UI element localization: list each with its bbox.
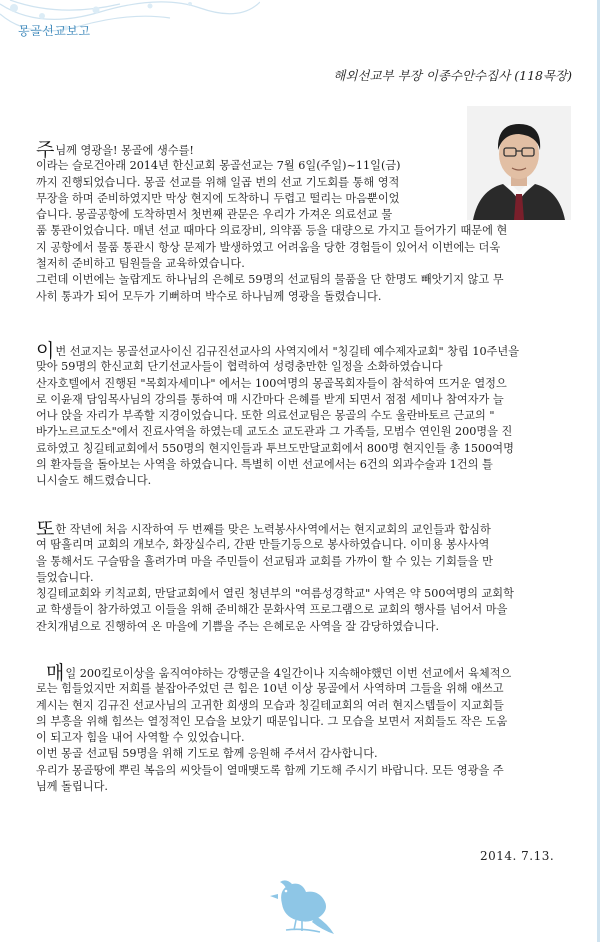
paragraph-line: 들었습니다.: [36, 570, 94, 584]
section-label: 몽골선교보고: [18, 24, 91, 38]
paragraph-line: 이라는 슬로건아래 2014년 한신교회 몽골선교는 7월 6일(주일)~11일(금): [36, 159, 401, 173]
bluebird-illustration: [268, 874, 338, 936]
paragraph-line: 계시는 현지 김규진 선교사님의 고귀한 희생의 모습과 칭길테교회의 여러 현지스텝들이 지교회들: [36, 698, 504, 712]
paragraph-line: 의 부흥을 위해 힘쓰는 열정적인 모습을 보았기 때문입니다. 그 모습을 보면서 저희들도 작은 도움: [36, 714, 508, 728]
drop-cap: 주: [36, 139, 55, 161]
paragraph-line: 의 환자들을 돌아보는 사역을 하였습니다. 특별히 이번 선교에서는 6건의 외과수술과 1건의 틀: [36, 458, 493, 472]
paragraph-line: 어나 앉을 자리가 부족할 지경이었습니다. 또한 의료선교팀은 몽골의 수도 울란바토르 근교의 ": [36, 409, 495, 423]
paragraph-line: 니시술도 해드렸습니다.: [36, 474, 152, 488]
paragraph-line: 우리가 몽골땅에 뿌린 복음의 씨앗들이 열매맺도록 함께 기도해 주시기 바랍니다. 모든 영광을 주: [36, 763, 504, 777]
paragraph-line: 로는 힘들었지만 저희를 붙잡아주었던 큰 힘은 10년 이상 몽골에서 사역하며 그들을 위해 애쓰고: [36, 682, 504, 696]
paragraph-line: 산자호텔에서 진행된 "목회자세미나" 에서는 100여명의 몽골목회자들이 참석하여 뜨거운 열정으: [36, 376, 507, 390]
paragraph-line: 지 공항에서 물품 통관시 항상 문제가 발생하였고 어려움을 당한 경험들이 있어서 이번에는 더욱: [36, 240, 501, 254]
paragraph-line: 까지 진행되었습니다. 몽골 선교를 위해 일곱 번의 선교 기도회를 통해 영적: [36, 175, 400, 189]
paragraph-3: [36, 518, 570, 635]
paragraph-line: 교 학생들이 참가하였고 이들을 위해 준비해간 문화사역 프로그램으로 교회의 행사를 넘어서 마을: [36, 603, 508, 617]
paragraph-line: 잔치개념으로 진행하여 온 마을에 기쁨을 주는 은혜로운 사역을 잘 감당하였습니다.: [36, 619, 440, 633]
drop-cap: 매: [46, 662, 65, 684]
paragraph-line: 여 땀흘리며 교회의 개보수, 화장실수리, 간판 만들기등으로 봉사하였습니다. 이미용 봉사사역: [36, 538, 490, 552]
paragraph-line: 주님께 영광을! 몽골에 생수를!: [36, 139, 194, 161]
paragraph-line: 님께 돌립니다.: [36, 780, 108, 794]
paragraph-line: 그런데 이번에는 놀랍게도 하나님의 은혜로 59명의 선교팀의 물품을 단 한명도 빼앗기지 않고 무: [36, 273, 504, 287]
paragraph-1: [36, 139, 570, 305]
paragraph-line: 사히 통과가 되어 모두가 기뻐하며 박수로 하나님께 영광을 돌렸습니다.: [36, 289, 382, 303]
paragraph-line: 습니다. 몽골공항에 도착하면서 첫번째 관문은 우리가 가져온 의료선교 물: [36, 208, 393, 222]
paragraph-line: 이번 몽골 선교팀 59명을 위해 기도로 함께 응원해 주셔서 감사합니다.: [36, 747, 378, 761]
paragraph-line: 료하였고 칭길테교회에서 550명의 현지인들과 투브도만달교회에서 800명 현지인들 총 1500여명: [36, 441, 514, 455]
paragraph-line: 무장을 하며 준비하였지만 막상 현지에 도착하니 두렵고 떨리는 마음뿐이었: [36, 191, 400, 205]
paragraph-line: 로 이윤재 담임목사님의 강의를 통하여 매 시간마다 은혜를 받게 되면서 점점 세미나 참여자가 늘: [36, 392, 504, 406]
paragraph-line: 품 통관이었습니다. 매년 선교 때마다 의료장비, 의약품 등을 대량으로 가지고 들어가기 때문에 현: [36, 224, 508, 238]
paragraph-line: 철저히 준비하고 팀원들을 교육하였습니다.: [36, 257, 245, 271]
report-date: 2014. 7.13.: [480, 849, 555, 863]
drop-cap: 또: [36, 518, 55, 540]
paragraph-4: [36, 662, 570, 795]
paragraph-line: 이 되고자 힘을 내어 사역할 수 있었습니다.: [36, 731, 245, 745]
drop-cap: 이: [36, 340, 55, 362]
paragraph-line: 바가노르교도소"에서 진료사역을 하였는데 교도소 교도관과 그 가족들, 모범수 연인원 200명을 진: [36, 425, 513, 439]
paragraph-line: 맞아 59명의 한신교회 단기선교사들이 협력하여 성령충만한 일정을 소화하였습니다: [36, 360, 443, 374]
paragraph-line: 또한 작년에 처음 시작하여 두 번째를 맞은 노력봉사사역에서는 현지교회의 교인들과 합심하: [36, 518, 491, 540]
paragraph-2: [36, 340, 570, 490]
paragraph-line: 이번 선교지는 몽골선교사이신 김규진선교사의 사역지에서 "칭길테 예수제자교회" 창립 10주년을: [36, 340, 520, 362]
author-byline: 해외선교부 부장 이종수안수집사 (118목장): [333, 68, 572, 83]
paragraph-line: 을 통해서도 구슬땀을 흘려가며 마을 주민들이 선교팀과 교회를 가까이 할 수 있는 기회들을 만: [36, 554, 493, 568]
paragraph-line: 매일 200킬로이상을 움직여야하는 강행군을 4일간이나 지속해야했던 이번 선교에서 육체적으: [46, 662, 512, 684]
paragraph-line: 칭길테교회와 키칙교회, 만달교회에서 열린 청년부의 "여름성경학교" 사역은 약 500여명의 교회학: [36, 587, 514, 601]
